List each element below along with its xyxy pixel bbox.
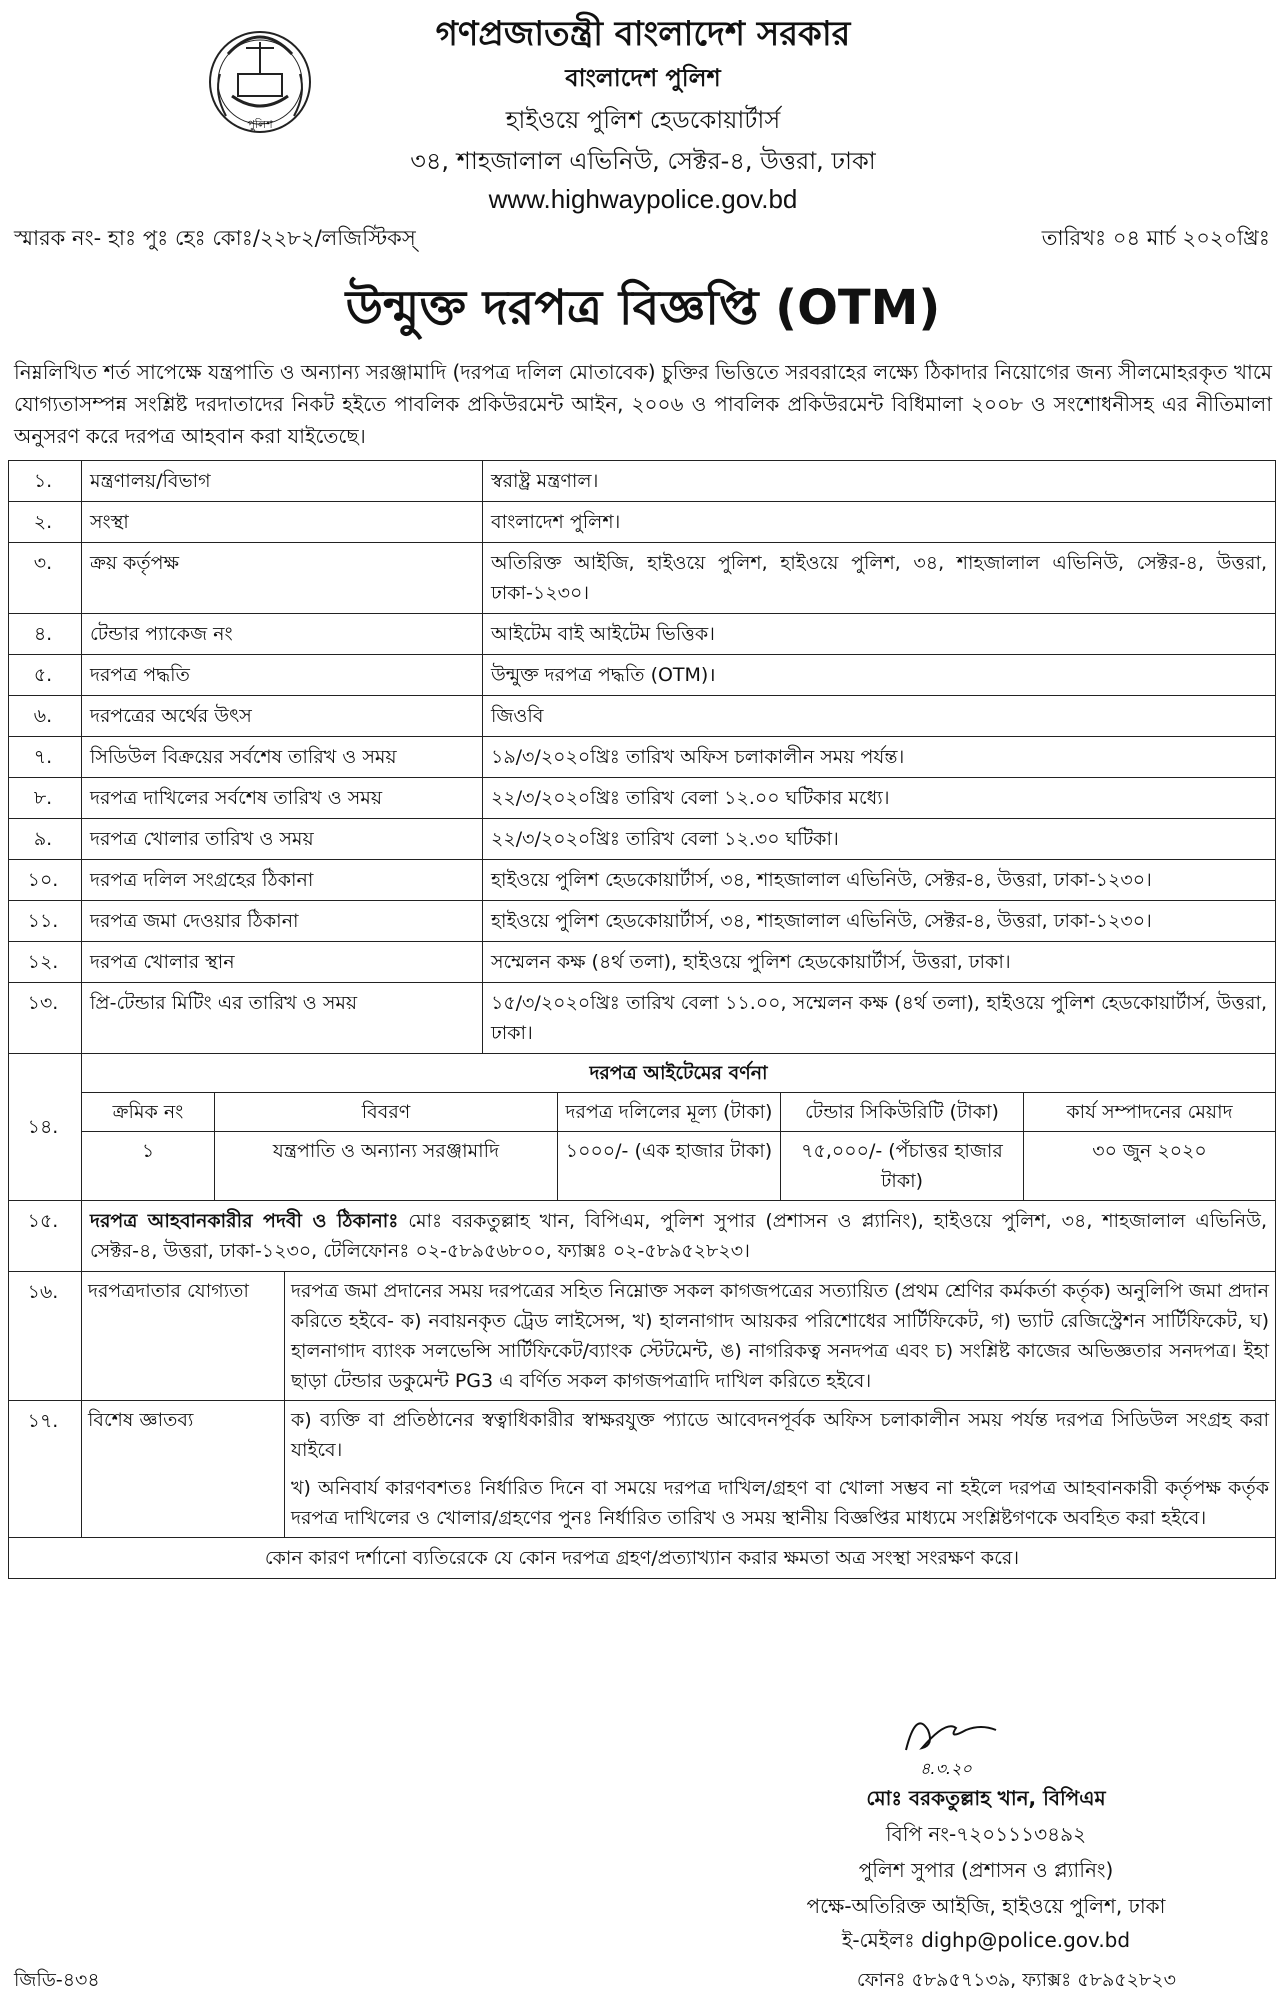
special-notes-label: বিশেষ জ্ঞাতব্য	[82, 1401, 285, 1537]
row-label: প্রি-টেন্ডার মিটিং এর তারিখ ও সময়	[82, 983, 483, 1054]
issuer-cell	[82, 1201, 1276, 1272]
row-value: অতিরিক্ত আইজি, হাইওয়ে পুলিশ, হাইওয়ে পুলিশ, ৩৪, শাহজালাল এভিনিউ, সেক্টর-৪, উত্তরা, ঢাকা-১২৩০।	[483, 543, 1276, 614]
row-label: টেন্ডার প্যাকেজ নং	[82, 614, 483, 655]
col-price: দরপত্র দলিলের মূল্য (টাকা)	[558, 1093, 781, 1132]
table-row	[9, 942, 1276, 983]
row-label: দরপত্র খোলার তারিখ ও সময়	[82, 819, 483, 860]
row-label: ক্রয় কর্তৃপক্ষ	[82, 543, 483, 614]
row-num: ৮.	[9, 778, 82, 819]
row-label: দরপত্র দলিল সংগ্রহের ঠিকানা	[82, 860, 483, 901]
item-deadline: ৩০ জুন ২০২০	[1024, 1132, 1276, 1201]
row-num: ১৩.	[9, 983, 82, 1054]
row-label: দরপত্রের অর্থের উৎস	[82, 696, 483, 737]
item-price: ১০০০/- (এক হাজার টাকা)	[558, 1132, 781, 1201]
items-row	[9, 1054, 1276, 1201]
special-note-b: খ) অনিবার্য কারণবশতঃ নির্ধারিত দিনে বা সময়ে দরপত্র দাখিল/গ্রহণ বা খোলা সম্ভব না হইলে দরপত্র আহবানকারী কর্তৃপক্ষ কর্তৃক দরপত্র দাখিলের ও খোলার/গ্রহণের পুনঃ নির্ধারিত তারিখ ও সময় স্থানীয় বিজ্ঞপ্তির মাধ্যমে সংশ্লিষ্টগণকে অবহিত করা হইবে।	[291, 1477, 1269, 1529]
on-behalf-of: পক্ষে-অতিরিক্ত আইজি, হাইওয়ে পুলিশ, ঢাকা	[806, 1894, 1166, 1918]
special-notes-value	[285, 1401, 1276, 1537]
row-number: ১৬.	[9, 1272, 82, 1401]
row-num: ৩.	[9, 543, 82, 614]
handwritten-signature	[886, 1700, 1006, 1780]
notice-date: তারিখঃ ০৪ মার্চ ২০২০খ্রিঃ	[1041, 226, 1270, 250]
special-notes-cell	[82, 1401, 1276, 1538]
row-number: ১৪.	[9, 1054, 82, 1201]
table-row	[9, 614, 1276, 655]
website-link[interactable]: www.highwaypolice.gov.bd	[488, 184, 798, 214]
row-num: ৯.	[9, 819, 82, 860]
items-table	[82, 1093, 1275, 1200]
contact-numbers: ফোনঃ ৫৮৯৫৭১৩৯, ফ্যাক্সঃ ৫৮৯৫২৮২৩	[856, 1969, 1176, 1991]
row-value: আইটেম বাই আইটেম ভিত্তিক।	[483, 614, 1276, 655]
row-value: হাইওয়ে পুলিশ হেডকোয়ার্টার্স, ৩৪, শাহজালাল এভিনিউ, সেক্টর-৪, উত্তরা, ঢাকা-১২৩০।	[483, 860, 1276, 901]
row-17	[9, 1401, 1276, 1538]
intro-paragraph: নিম্নলিখিত শর্ত সাপেক্ষে যন্ত্রপাতি ও অন্যান্য সরঞ্জামাদি (দরপত্র দলিল মোতাবেক) চুক্তির ভিত্তিতে সরবরাহের লক্ষ্যে ঠিকাদার নিয়োগের জন্য সীলমোহরকৃত খামে যোগ্যতাসম্পন্ন সংশ্লিষ্ট দরদাতাদের নিকট হইতে পাবলিক প্রকিউরমেন্ট আইন, ২০০৬ ও পাবলিক প্রকিউরমেন্ট বিধিমালা ২০০৮ ও সংশোধনীসহ এর নীতিমালা অনুসরণ করে দরপত্র আহবান করা যাইতেছে।	[14, 360, 1273, 448]
svg-text:পুলিশ: পুলিশ	[247, 118, 273, 131]
row-num: ৫.	[9, 655, 82, 696]
signatory-name: মোঃ বরকতুল্লাহ খান, বিপিএম	[866, 1786, 1106, 1810]
row-label: দরপত্র পদ্ধতি	[82, 655, 483, 696]
row-num: ৭.	[9, 737, 82, 778]
col-security: টেন্ডার সিকিউরিটি (টাকা)	[781, 1093, 1024, 1132]
row-number: ১৭.	[9, 1401, 82, 1538]
government-title: গণপ্রজাতন্ত্রী বাংলাদেশ সরকার	[435, 14, 851, 54]
bp-number: বিপি নং-৭২০১১১৩৪৯২	[885, 1822, 1087, 1846]
row-label: সিডিউল বিক্রয়ের সর্বশেষ তারিখ ও সময়	[82, 737, 483, 778]
table-row	[9, 778, 1276, 819]
row-16	[9, 1272, 1276, 1401]
table-row	[9, 502, 1276, 543]
row-value: স্বরাষ্ট্র মন্ত্রণাল।	[483, 461, 1276, 502]
row-value: উন্মুক্ত দরপত্র পদ্ধতি (OTM)।	[483, 655, 1276, 696]
row-value: ২২/৩/২০২০খ্রিঃ তারিখ বেলা ১২.৩০ ঘটিকা।	[483, 819, 1276, 860]
row-value: সম্মেলন কক্ষ (৪র্থ তলা), হাইওয়ে পুলিশ হেডকোয়ার্টার্স, উত্তরা, ঢাকা।	[483, 942, 1276, 983]
page-title: উন্মুক্ত দরপত্র বিজ্ঞপ্তি (OTM)	[345, 280, 941, 336]
office-address: ৩৪, শাহজালাল এভিনিউ, সেক্টর-৪, উত্তরা, ঢাকা	[410, 147, 876, 175]
item-description: যন্ত্রপাতি ও অন্যান্য সরঞ্জামাদি	[215, 1132, 558, 1201]
row-15	[9, 1201, 1276, 1272]
table-row	[9, 901, 1276, 942]
col-deadline: কার্য সম্পাদনের মেয়াদ	[1024, 1093, 1276, 1132]
disclaimer-row	[9, 1538, 1276, 1579]
row-value: ২২/৩/২০২০খ্রিঃ তারিখ বেলা ১২.০০ ঘটিকার মধ্যে।	[483, 778, 1276, 819]
row-num: ১.	[9, 461, 82, 502]
table-row	[9, 655, 1276, 696]
svg-text:৪.৩.২০: ৪.৩.২০	[920, 1759, 972, 1778]
tender-rows	[9, 461, 1276, 1054]
issuer-value: মোঃ বরকতুল্লাহ খান, বিপিএম, পুলিশ সুপার (প্রশাসন ও প্ল্যানিং), হাইওয়ে পুলিশ, ৩৪, শাহজালাল এভিনিউ, সেক্টর-৪, উত্তরা, ঢাকা-১২৩০, টেলিফোনঃ ০২-৫৮৯৫৬৮০০, ফ্যাক্সঃ ০২-৫৮৯৫২৮২৩।	[90, 1210, 1267, 1262]
table-row	[9, 696, 1276, 737]
table-row	[9, 737, 1276, 778]
row-value: বাংলাদেশ পুলিশ।	[483, 502, 1276, 543]
table-row	[9, 983, 1276, 1054]
row-label: মন্ত্রণালয়/বিভাগ	[82, 461, 483, 502]
qualification-cell	[82, 1272, 1276, 1401]
row-label: দরপত্র জমা দেওয়ার ঠিকানা	[82, 901, 483, 942]
row-num: ৪.	[9, 614, 82, 655]
tender-table	[8, 460, 1276, 1579]
row-value: জিওবি	[483, 696, 1276, 737]
col-description: বিবরণ	[215, 1093, 558, 1132]
table-row	[9, 819, 1276, 860]
row-num: ৬.	[9, 696, 82, 737]
signatory-designation: পুলিশ সুপার (প্রশাসন ও প্ল্যানিং)	[858, 1858, 1114, 1882]
qualification-label: দরপত্রদাতার যোগ্যতা	[82, 1272, 285, 1400]
table-row	[9, 543, 1276, 614]
row-number: ১৫.	[9, 1201, 82, 1272]
row-value: ১৫/৩/২০২০খ্রিঃ তারিখ বেলা ১১.০০, সম্মেলন কক্ষ (৪র্থ তলা), হাইওয়ে পুলিশ হেডকোয়ার্টার্স, উত্তরা, ঢাকা।	[483, 983, 1276, 1054]
items-heading: দরপত্র আইটেমের বর্ণনা	[82, 1054, 1275, 1093]
table-row	[9, 461, 1276, 502]
qualification-value: দরপত্র জমা প্রদানের সময় দরপত্রের সহিত নিম্নোক্ত সকল কাগজপত্রের সত্যায়িত (প্রথম শ্রেণির কর্মকর্তা কর্তৃক) অনুলিপি জমা প্রদান করিতে হইবে- ক) নবায়নকৃত ট্রেড লাইসেন্স, খ) হালনাগাদ আয়কর পরিশোধের সার্টিফিকেট, গ) ভ্যাট রেজিস্ট্রেশন সার্টিফিকেট, ঘ) হালনাগাদ ব্যাংক সলভেন্সি সার্টিফিকেট/ব্যাংক স্টেটমেন্ট, ঙ) নাগরিকত্ব সনদপত্র এবং চ) সংশ্লিষ্ট কাজের অভিজ্ঞতার সনদপত্র। ইহা ছাড়া টেন্ডার ডকুমেন্ট PG3 এ বর্ণিত সকল কাগজপত্রাদি দাখিল করিতে হইবে।	[291, 1280, 1269, 1392]
row-num: ১১.	[9, 901, 82, 942]
item-row	[82, 1132, 1275, 1201]
table-row	[9, 860, 1276, 901]
signatory-email[interactable]: ই-মেইলঃ dighp@police.gov.bd	[841, 1928, 1131, 1952]
items-header-row	[82, 1093, 1275, 1132]
department-name: বাংলাদেশ পুলিশ	[565, 64, 721, 92]
row-value: ১৯/৩/২০২০খ্রিঃ তারিখ অফিস চলাকালীন সময় পর্যন্ত।	[483, 737, 1276, 778]
items-cell	[82, 1054, 1276, 1201]
office-name: হাইওয়ে পুলিশ হেডকোয়ার্টার্স	[505, 106, 781, 134]
row-num: ২.	[9, 502, 82, 543]
row-label: সংস্থা	[82, 502, 483, 543]
item-security: ৭৫,০০০/- (পঁচাত্তর হাজার টাকা)	[781, 1132, 1024, 1201]
item-serial: ১	[82, 1132, 215, 1201]
col-serial: ক্রমিক নং	[82, 1093, 215, 1132]
row-value: হাইওয়ে পুলিশ হেডকোয়ার্টার্স, ৩৪, শাহজালাল এভিনিউ, সেক্টর-৪, উত্তরা, ঢাকা-১২৩০।	[483, 901, 1276, 942]
gd-number: জিডি-৪৩৪	[14, 1969, 100, 1991]
issuer-label: দরপত্র আহবানকারীর পদবী ও ঠিকানাঃ	[90, 1210, 399, 1232]
special-note-a: ক) ব্যক্তি বা প্রতিষ্ঠানের স্বত্বাধিকারীর স্বাক্ষরযুক্ত প্যাডে আবেদনপূর্বক অফিস চলাকালীন সময় পর্যন্ত দরপত্র সিডিউল সংগ্রহ করা যাইবে।	[291, 1409, 1269, 1461]
row-label: দরপত্র দাখিলের সর্বশেষ তারিখ ও সময়	[82, 778, 483, 819]
memo-number: স্মারক নং- হাঃ পুঃ হেঃ কোঃ/২২৮২/লজিস্টিকস্	[14, 226, 416, 250]
disclaimer: কোন কারণ দর্শানো ব্যতিরেকে যে কোন দরপত্র গ্রহণ/প্রত্যাখ্যান করার ক্ষমতা অত্র সংস্থা সংরক্ষণ করে।	[9, 1538, 1276, 1579]
row-num: ১২.	[9, 942, 82, 983]
row-label: দরপত্র খোলার স্থান	[82, 942, 483, 983]
row-num: ১০.	[9, 860, 82, 901]
